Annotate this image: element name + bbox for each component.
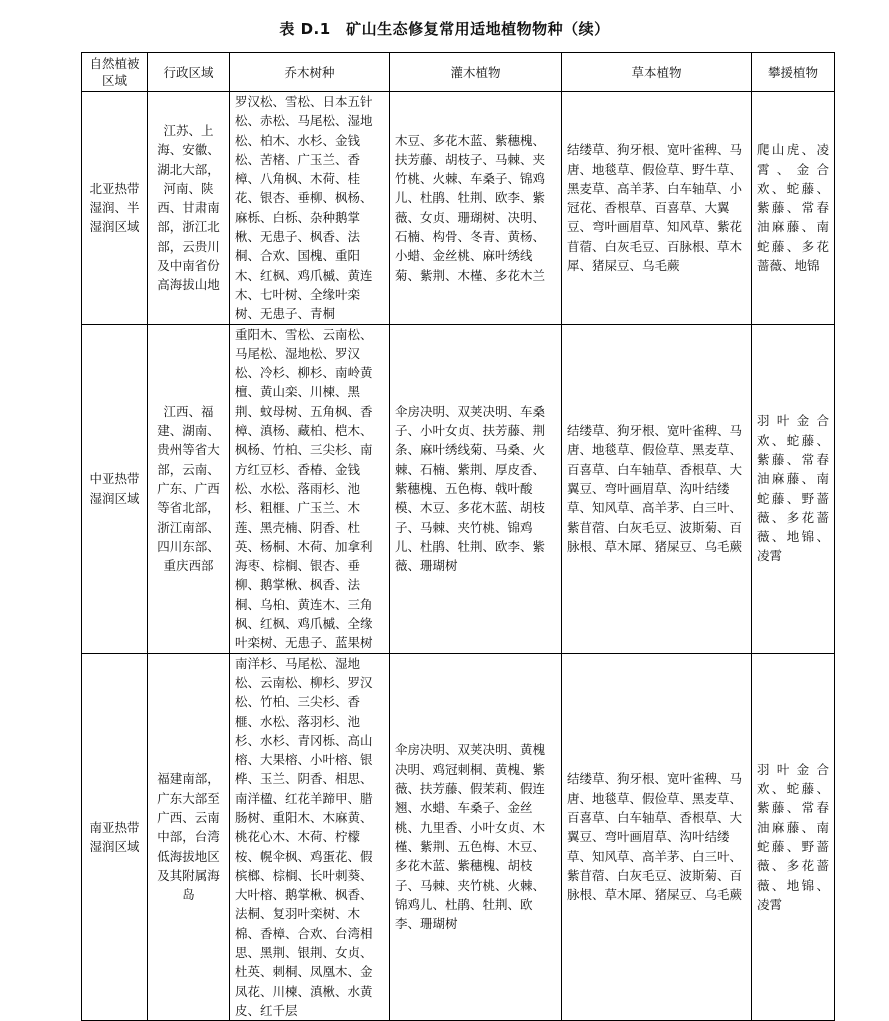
cell-shrubs: 木豆、多花木蓝、紫穗槐、扶芳藤、胡枝子、马棘、夹竹桃、火棘、车桑子、锦鸡儿、杜鹃、牡荆、欧李、紫薇、女贞、珊瑚树、决明、石楠、构骨、冬青、黄杨、小蜡、金丝桃、麻叶绣线菊、紫荆、木槿、多花木兰 — [390, 92, 562, 325]
cell-trees: 重阳木、雪松、云南松、马尾松、湿地松、罗汉松、冷杉、柳杉、南岭黄檀、黄山栾、川楝、黑荆、蚊母树、五角枫、香樟、滇杨、藏柏、桤木、枫杨、竹柏、三尖杉、南方红豆杉、香椿、金钱松、水松、落雨杉、池杉、粗榧、广玉兰、木莲、黑壳楠、阴香、杜英、杨桐、木荷、加拿利海枣、棕榈、银杏、垂柳、鹅掌楸、枫香、法桐、乌桕、黄连木、三角枫、红枫、鸡爪槭、全缘叶栾树、无患子、蓝果树 — [230, 324, 390, 653]
table-row — [82, 653, 835, 1021]
plant-species-table — [81, 52, 835, 1021]
header-herbs: 草本植物 — [562, 53, 752, 92]
cell-shrubs: 伞房决明、双荚决明、车桑子、小叶女贞、扶芳藤、荆条、麻叶绣线菊、马桑、火棘、石楠、紫荆、厚皮香、紫穗槐、五色梅、戟叶酸模、木豆、多花木蓝、胡枝子、马棘、夹竹桃、锦鸡儿、杜鹃、牡荆、欧李、紫薇、珊瑚树 — [390, 324, 562, 653]
table-row — [82, 324, 835, 653]
cell-herbs: 结缕草、狗牙根、宽叶雀稗、马唐、地毯草、假俭草、黑麦草、百喜草、白车轴草、香根草、大翼豆、弯叶画眉草、沟叶结缕草、知风草、高羊茅、白三叶、紫苜蓿、白灰毛豆、波斯菊、百脉根、草木犀、猪屎豆、乌毛蕨 — [562, 324, 752, 653]
cell-natural-zone: 北亚热带湿润、半湿润区域 — [82, 92, 148, 325]
cell-vines: 爬山虎、凌霄、金合欢、蛇藤、紫藤、常春油麻藤、南蛇藤、多花蔷薇、地锦 — [752, 92, 835, 325]
cell-herbs: 结缕草、狗牙根、宽叶雀稗、马唐、地毯草、假俭草、野牛草、黑麦草、高羊茅、白车轴草、小冠花、香根草、百喜草、大翼豆、弯叶画眉草、知风草、紫花苜蓿、白灰毛豆、百脉根、草木犀、猪屎豆、乌毛蕨 — [562, 92, 752, 325]
cell-admin-region: 福建南部，广东大部至广西、云南中部，台湾低海拔地区及其附属海岛 — [148, 653, 230, 1021]
cell-shrubs: 伞房决明、双荚决明、黄槐决明、鸡冠刺桐、黄槐、紫薇、扶芳藤、假茉莉、假连翘、水蜡、车桑子、金丝桃、九里香、小叶女贞、木槿、紫荆、五色梅、木豆、多花木蓝、紫穗槐、胡枝子、马棘、夹竹桃、火棘、锦鸡儿、杜鹃、牡荆、欧李、珊瑚树 — [390, 653, 562, 1021]
header-vines: 攀援植物 — [752, 53, 835, 92]
cell-natural-zone: 南亚热带湿润区域 — [82, 653, 148, 1021]
table-title: 表 D.1 矿山生态修复常用适地植物物种（续） — [279, 20, 610, 38]
cell-admin-region: 江西、福建、湖南、贵州等省大部，云南、广东、广西等省北部，浙江南部、四川东部、重庆西部 — [148, 324, 230, 653]
cell-herbs: 结缕草、狗牙根、宽叶雀稗、马唐、地毯草、假俭草、黑麦草、百喜草、白车轴草、香根草、大翼豆、弯叶画眉草、沟叶结缕草、知风草、高羊茅、白三叶、紫苜蓿、白灰毛豆、波斯菊、百脉根、草木犀、猪屎豆、乌毛蕨 — [562, 653, 752, 1021]
header-shrubs: 灌木植物 — [390, 53, 562, 92]
cell-vines: 羽叶金合欢、蛇藤、紫藤、常春油麻藤、南蛇藤、野蔷薇、多花蔷薇、地锦、凌霄 — [752, 653, 835, 1021]
cell-admin-region: 江苏、上海、安徽、湖北大部，河南、陕西、甘肃南部，浙江北部，云贵川及中南省份高海拔山地 — [148, 92, 230, 325]
cell-trees: 罗汉松、雪松、日本五针松、赤松、马尾松、湿地松、柏木、水杉、金钱松、苦楮、广玉兰、香樟、八角枫、木荷、桂花、银杏、垂柳、枫杨、麻栎、白栎、杂种鹅掌楸、无患子、枫香、法桐、合欢、国槐、重阳木、红枫、鸡爪槭、黄连木、七叶树、全缘叶栾树、无患子、青桐 — [230, 92, 390, 325]
header-natural-zone: 自然植被区域 — [82, 53, 148, 92]
header-trees: 乔木树种 — [230, 53, 390, 92]
table-row — [82, 92, 835, 325]
table-header-row — [82, 53, 835, 92]
header-admin-region: 行政区域 — [148, 53, 230, 92]
cell-trees: 南洋杉、马尾松、湿地松、云南松、柳杉、罗汉松、竹柏、三尖杉、香榧、水松、落羽杉、池杉、水杉、青冈栎、高山榕、大果榕、小叶榕、银桦、玉兰、阴香、相思、南洋楹、红花羊蹄甲、腊肠树、重阳木、木麻黄、桃花心木、木荷、柠檬桉、幌伞枫、鸡蛋花、假槟榔、棕榈、长叶刺葵、大叶榕、鹅掌楸、枫香、法桐、复羽叶栾树、木棉、香樟、合欢、台湾相思、黑荆、银荆、女贞、杜英、刺桐、凤凰木、金凤花、川楝、滇楸、水黄皮、红千层 — [230, 653, 390, 1021]
cell-vines: 羽叶金合欢、蛇藤、紫藤、常春油麻藤、南蛇藤、野蔷薇、多花蔷薇、地锦、凌霄 — [752, 324, 835, 653]
cell-natural-zone: 中亚热带湿润区域 — [82, 324, 148, 653]
